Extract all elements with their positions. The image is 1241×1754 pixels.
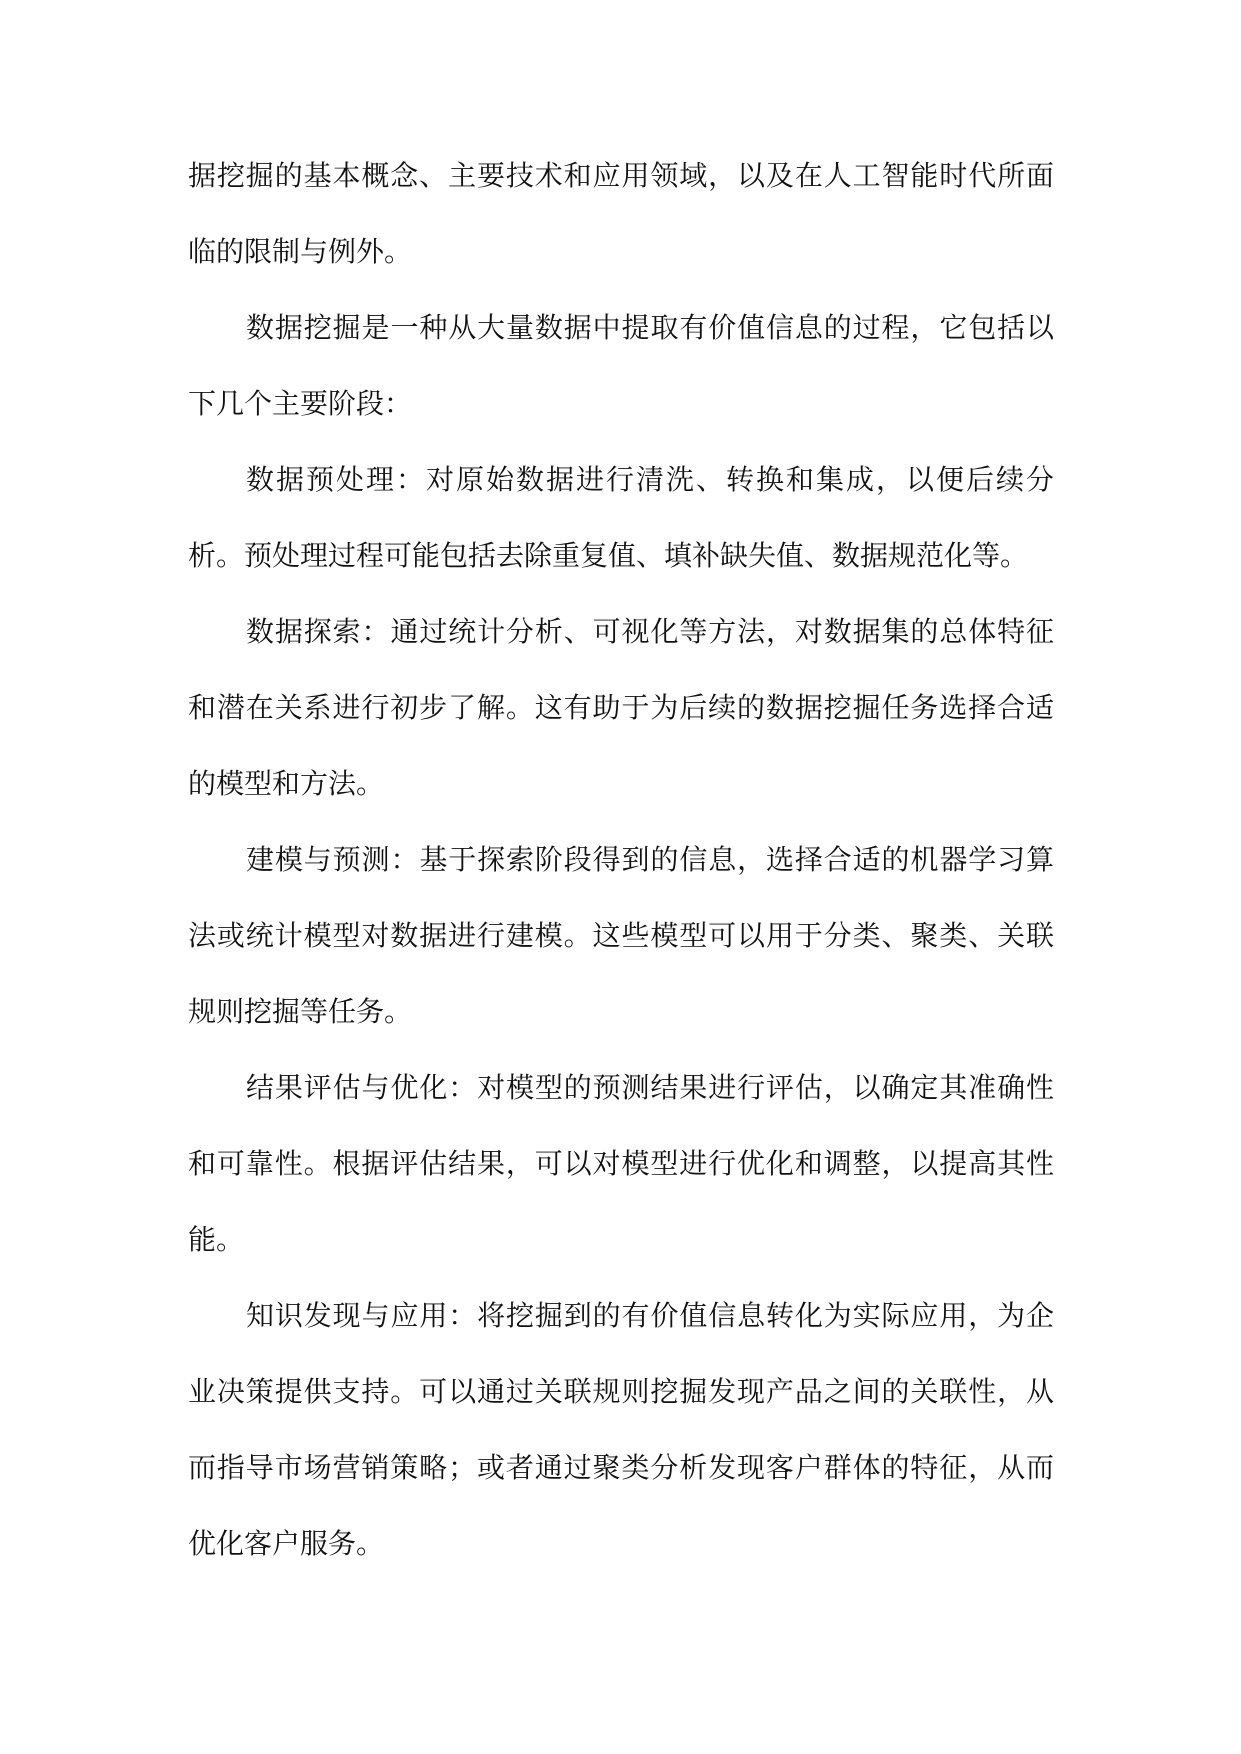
paragraph-preprocessing: 数据预处理：对原始数据进行清洗、转换和集成，以便后续分析。预处理过程可能包括去除重复值、填补缺失值、数据规范化等。 [188,463,1054,572]
document-body [188,138,1054,1582]
paragraph-intro-continuation: 据挖掘的基本概念、主要技术和应用领域，以及在人工智能时代所面临的限制与例外。 [188,159,1054,268]
paragraph-definition: 数据挖掘是一种从大量数据中提取有价值信息的过程，它包括以下几个主要阶段： [188,311,1054,420]
paragraph-evaluation: 结果评估与优化：对模型的预测结果进行评估，以确定其准确性和可靠性。根据评估结果，可以对模型进行优化和调整，以提高其性能。 [188,1071,1054,1256]
paragraph-exploration: 数据探索：通过统计分析、可视化等方法，对数据集的总体特征和潜在关系进行初步了解。这有助于为后续的数据挖掘任务选择合适的模型和方法。 [188,615,1054,800]
paragraph-modeling: 建模与预测：基于探索阶段得到的信息，选择合适的机器学习算法或统计模型对数据进行建模。这些模型可以用于分类、聚类、关联规则挖掘等任务。 [188,843,1054,1028]
paragraph-knowledge-discovery: 知识发现与应用：将挖掘到的有价值信息转化为实际应用，为企业决策提供支持。可以通过关联规则挖掘发现产品之间的关联性，从而指导市场营销策略；或者通过聚类分析发现客户群体的特征，从而优化客户服务。 [188,1299,1054,1560]
